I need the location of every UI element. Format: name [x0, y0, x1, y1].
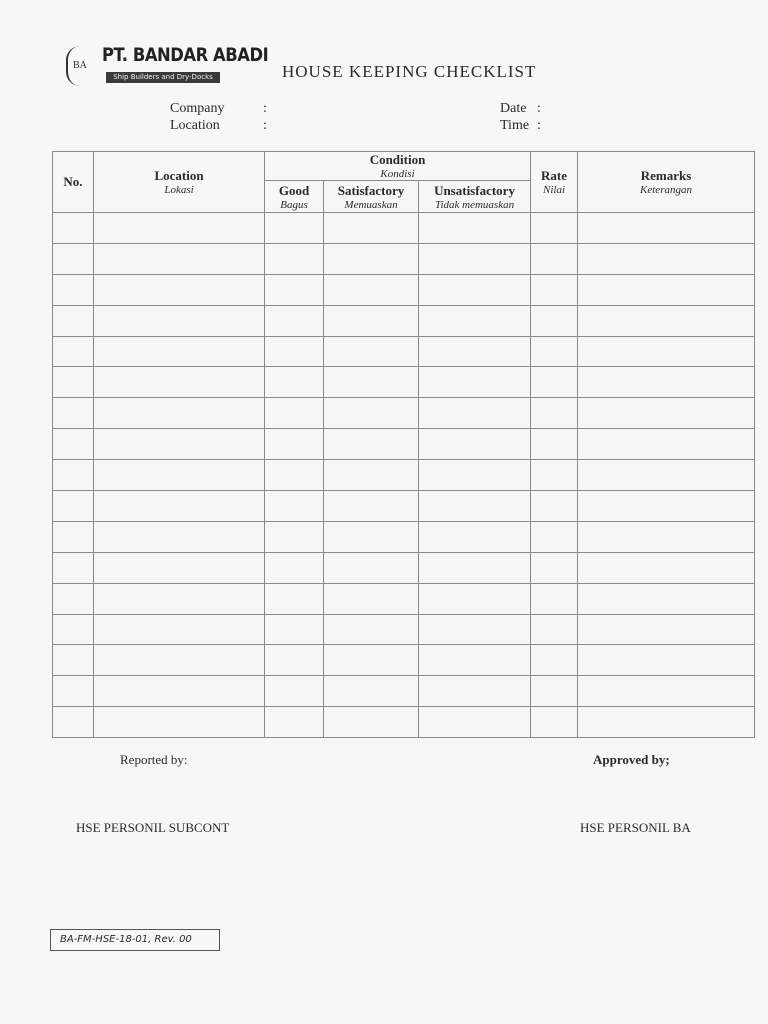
table-cell	[53, 213, 94, 244]
table-cell	[578, 707, 755, 738]
table-cell	[419, 429, 531, 460]
table-cell	[94, 707, 265, 738]
table-cell	[94, 521, 265, 552]
table-cell	[53, 676, 94, 707]
table-cell	[94, 614, 265, 645]
table-row	[53, 676, 755, 707]
table-cell	[531, 707, 578, 738]
table-cell	[53, 552, 94, 583]
table-cell	[265, 305, 324, 336]
col-header-remarks: Remarks Keterangan	[578, 152, 755, 213]
table-cell	[578, 552, 755, 583]
table-cell	[53, 429, 94, 460]
table-cell	[419, 398, 531, 429]
document-title: HOUSE KEEPING CHECKLIST	[282, 62, 537, 81]
table-cell	[265, 676, 324, 707]
table-cell	[531, 429, 578, 460]
table-cell	[578, 398, 755, 429]
table-row	[53, 491, 755, 522]
time-label: Time	[500, 118, 530, 133]
table-cell	[94, 583, 265, 614]
reported-by-label: Reported by:	[120, 752, 188, 767]
table-cell	[324, 243, 419, 274]
table-cell	[94, 491, 265, 522]
company-colon: :	[263, 101, 267, 116]
reporter-role: HSE PERSONIL SUBCONT	[76, 820, 230, 835]
table-cell	[53, 367, 94, 398]
table-cell	[531, 336, 578, 367]
table-cell	[265, 645, 324, 676]
table-cell	[324, 398, 419, 429]
table-row	[53, 614, 755, 645]
table-cell	[419, 367, 531, 398]
table-row	[53, 429, 755, 460]
table-row	[53, 460, 755, 491]
table-cell	[419, 552, 531, 583]
col-header-good: Good Bagus	[265, 181, 324, 213]
table-cell	[53, 274, 94, 305]
table-row	[53, 336, 755, 367]
table-cell	[578, 274, 755, 305]
table-cell	[53, 491, 94, 522]
table-cell	[419, 336, 531, 367]
table-cell	[94, 645, 265, 676]
table-cell	[53, 398, 94, 429]
table-cell	[94, 398, 265, 429]
table-cell	[265, 460, 324, 491]
col-header-satisfactory: Satisfactory Memuaskan	[324, 181, 419, 213]
table-cell	[265, 491, 324, 522]
company-logo	[66, 44, 269, 88]
table-cell	[53, 243, 94, 274]
col-header-location: Location Lokasi	[94, 152, 265, 213]
table-cell	[578, 243, 755, 274]
table-row	[53, 707, 755, 738]
table-cell	[94, 336, 265, 367]
date-colon: :	[537, 101, 541, 116]
table-cell	[324, 614, 419, 645]
table-cell	[265, 367, 324, 398]
table-cell	[53, 521, 94, 552]
table-cell	[94, 552, 265, 583]
table-cell	[578, 367, 755, 398]
table-row	[53, 367, 755, 398]
table-row	[53, 645, 755, 676]
table-cell	[419, 521, 531, 552]
table-cell	[94, 367, 265, 398]
table-cell	[324, 645, 419, 676]
table-cell	[324, 552, 419, 583]
table-cell	[531, 645, 578, 676]
table-cell	[324, 460, 419, 491]
table-cell	[578, 614, 755, 645]
table-cell	[265, 614, 324, 645]
table-cell	[578, 213, 755, 244]
table-cell	[531, 213, 578, 244]
table-cell	[265, 521, 324, 552]
table-cell	[531, 676, 578, 707]
table-cell	[265, 336, 324, 367]
col-header-rate: Rate Nilai	[531, 152, 578, 213]
table-cell	[419, 491, 531, 522]
table-cell	[94, 274, 265, 305]
table-cell	[419, 583, 531, 614]
form-code: BA-FM-HSE-18-01, Rev. 00	[50, 929, 220, 951]
location-colon: :	[263, 118, 267, 133]
table-cell	[53, 305, 94, 336]
table-cell	[265, 398, 324, 429]
table-row	[53, 305, 755, 336]
table-cell	[94, 213, 265, 244]
table-cell	[531, 398, 578, 429]
table-cell	[578, 583, 755, 614]
table-cell	[324, 583, 419, 614]
table-cell	[324, 707, 419, 738]
table-cell	[531, 460, 578, 491]
table-row	[53, 213, 755, 244]
table-cell	[265, 243, 324, 274]
table-row	[53, 521, 755, 552]
table-cell	[531, 274, 578, 305]
table-cell	[531, 583, 578, 614]
table-cell	[531, 614, 578, 645]
table-cell	[265, 552, 324, 583]
table-cell	[324, 213, 419, 244]
logo-tagline: Ship Builders and Dry-Docks	[106, 72, 220, 83]
date-label: Date	[500, 101, 527, 116]
table-cell	[531, 305, 578, 336]
table-cell	[94, 429, 265, 460]
table-cell	[53, 460, 94, 491]
table-cell	[419, 676, 531, 707]
table-cell	[324, 491, 419, 522]
table-row	[53, 243, 755, 274]
table-row	[53, 398, 755, 429]
location-label: Location	[170, 118, 220, 133]
col-header-condition: Condition Kondisi	[265, 152, 531, 181]
table-cell	[324, 274, 419, 305]
table-cell	[53, 583, 94, 614]
approved-by-label: Approved by;	[593, 752, 670, 767]
table-cell	[94, 460, 265, 491]
table-cell	[419, 707, 531, 738]
time-colon: :	[537, 118, 541, 133]
table-cell	[578, 521, 755, 552]
table-cell	[265, 583, 324, 614]
table-cell	[324, 429, 419, 460]
table-cell	[94, 243, 265, 274]
table-cell	[419, 213, 531, 244]
table-cell	[578, 460, 755, 491]
checklist-body	[53, 213, 755, 738]
table-cell	[419, 460, 531, 491]
table-cell	[94, 305, 265, 336]
table-row	[53, 274, 755, 305]
col-header-unsatisfactory: Unsatisfactory Tidak memuaskan	[419, 181, 531, 213]
table-row	[53, 583, 755, 614]
table-cell	[265, 274, 324, 305]
table-cell	[324, 521, 419, 552]
logo-company-name: PT. BANDAR ABADI	[102, 44, 269, 66]
logo-mark: BA	[66, 46, 96, 86]
table-cell	[324, 336, 419, 367]
table-cell	[578, 305, 755, 336]
table-cell	[578, 676, 755, 707]
table-cell	[324, 305, 419, 336]
table-cell	[53, 707, 94, 738]
table-cell	[531, 243, 578, 274]
table-cell	[265, 213, 324, 244]
table-cell	[265, 429, 324, 460]
approver-role: HSE PERSONIL BA	[580, 820, 691, 835]
col-header-no: No.	[53, 152, 94, 213]
table-cell	[531, 491, 578, 522]
company-label: Company	[170, 101, 225, 116]
table-cell	[94, 676, 265, 707]
table-cell	[419, 274, 531, 305]
table-cell	[578, 645, 755, 676]
table-cell	[419, 645, 531, 676]
table-cell	[419, 614, 531, 645]
table-cell	[265, 707, 324, 738]
table-cell	[324, 676, 419, 707]
table-cell	[531, 367, 578, 398]
table-cell	[53, 336, 94, 367]
table-cell	[419, 243, 531, 274]
table-cell	[578, 429, 755, 460]
table-cell	[419, 305, 531, 336]
table-cell	[324, 367, 419, 398]
table-cell	[53, 645, 94, 676]
checklist-table	[52, 151, 755, 738]
table-cell	[578, 491, 755, 522]
table-cell	[531, 552, 578, 583]
table-cell	[53, 614, 94, 645]
table-row	[53, 552, 755, 583]
table-cell	[578, 336, 755, 367]
table-cell	[531, 521, 578, 552]
